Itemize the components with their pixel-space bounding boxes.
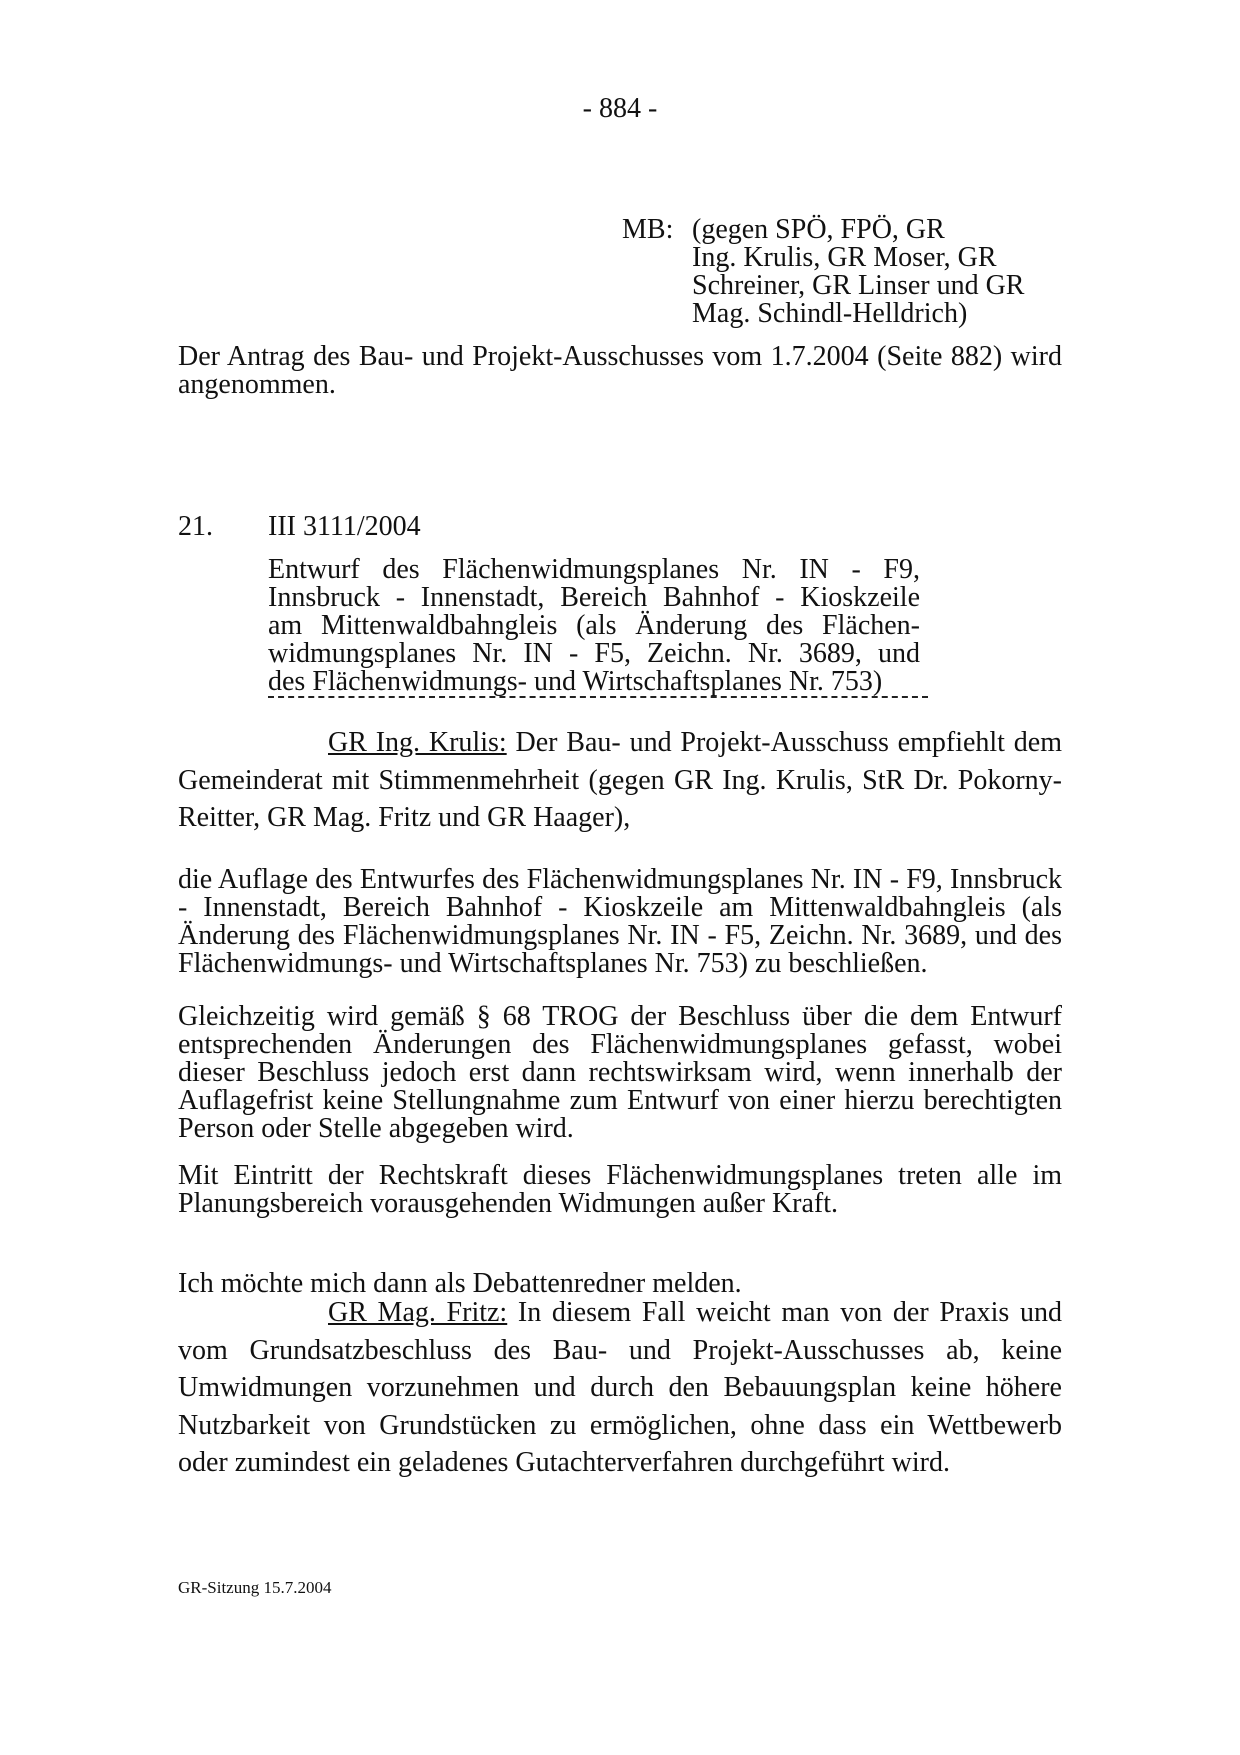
- agenda-item-reference: III 3111/2004: [268, 511, 421, 542]
- motion-paragraph: die Auflage des Entwurfes des Flächenwidmungsplanes Nr. IN - F9, Innsbruck - Innenstadt, Bereich Bahnhof - Kioskzeile am Mittenwaldbahngleis (als Änderung des Flächenwidmungsplanes Nr. IN - F5, Zeichn. Nr. 3689, und des Flächenwidmungs- und Wirtschaftsplanes Nr. 753) zu beschließen.: [178, 864, 1062, 979]
- speech-text: Der Bau- und Projekt-Ausschuss empfiehlt dem Gemeinderat mit Stimmenmehrheit (gegen GR Ing. Krulis, StR Dr. Pokorny-Reitter, GR Mag. Fritz und GR Haager),: [178, 727, 1062, 833]
- agenda-title-line: Innsbruck - Innenstadt, Bereich Bahnhof - Kioskzeile: [268, 582, 920, 613]
- agenda-title-line: am Mittenwaldbahngleis (als Änderung des Flächen-: [268, 610, 920, 641]
- agenda-item-number: 21.: [178, 511, 213, 542]
- agenda-title-line: Entwurf des Flächenwidmungsplanes Nr. IN - F9,: [268, 554, 920, 585]
- vote-line: Schreiner, GR Linser und GR: [692, 270, 1025, 301]
- vote-label: MB:: [622, 214, 674, 245]
- vote-line: Ing. Krulis, GR Moser, GR: [692, 242, 997, 273]
- footer: GR-Sitzung 15.7.2004: [178, 1578, 332, 1597]
- speech-fritz: [178, 1294, 1062, 1482]
- agenda-item-title: [268, 556, 920, 696]
- agenda-title-line: des Flächenwidmungs- und Wirtschaftsplanes Nr. 753): [268, 666, 883, 697]
- speaker-name: GR Mag. Fritz:: [328, 1297, 508, 1328]
- speech-krulis: [178, 724, 1062, 837]
- closing-line: Ich möchte mich dann als Debattenredner melden.: [178, 1268, 742, 1299]
- dashed-separator: [268, 696, 928, 698]
- vote-line: (gegen SPÖ, FPÖ, GR: [692, 214, 945, 245]
- speech-text: In diesem Fall weicht man von der Praxis und vom Grundsatzbeschluss des Bau- und Projekt-Ausschusses ab, keine Umwidmungen vorzunehmen und durch den Bebauungsplan keine höhere Nutzbarkeit von Grundstücken zu ermöglichen, ohne dass ein Wettbewerb oder zumindest ein geladenes Gutachterverfahren durchgeführt wird.: [178, 1297, 1062, 1478]
- result-paragraph: Der Antrag des Bau- und Projekt-Ausschusses vom 1.7.2004 (Seite 882) wird angenommen.: [178, 341, 1062, 400]
- speaker-name: GR Ing. Krulis:: [328, 727, 507, 758]
- agenda-title-line: widmungsplanes Nr. IN - F5, Zeichn. Nr. 3689, und: [268, 638, 920, 669]
- motion-paragraph: Mit Eintritt der Rechtskraft dieses Flächenwidmungsplanes treten alle im Planungsbereich vorausgehenden Widmungen außer Kraft.: [178, 1160, 1062, 1219]
- motion-paragraph: Gleichzeitig wird gemäß § 68 TROG der Beschluss über die dem Entwurf entsprechenden Änderungen des Flächenwidmungsplanes gefasst, wobei dieser Beschluss jedoch erst dann rechtswirksam wird, wenn innerhalb der Auflagefrist keine Stellungnahme zum Entwurf von einer hierzu berechtigten Person oder Stelle abgegeben wird.: [178, 1001, 1062, 1144]
- vote-line: Mag. Schindl-Helldrich): [692, 298, 968, 329]
- page-number: - 884 -: [582, 93, 658, 124]
- vote-details: [692, 216, 1072, 328]
